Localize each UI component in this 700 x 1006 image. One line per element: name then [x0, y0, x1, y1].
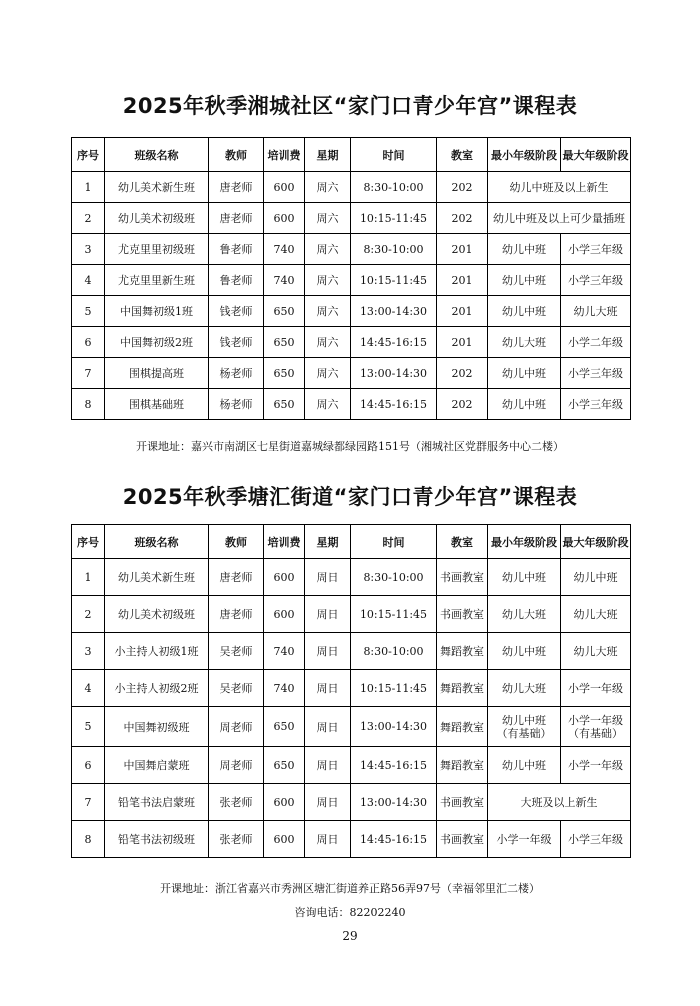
cell-max-grade: 小学三年级 — [561, 358, 631, 389]
cell-fee: 650 — [264, 358, 305, 389]
cell-class: 幼儿美术初级班 — [105, 203, 209, 234]
header-no: 序号 — [72, 525, 105, 559]
cell-max-grade: 幼儿大班 — [561, 596, 631, 633]
table-row — [72, 559, 631, 596]
min-grade-line1: 幼儿中班 — [502, 713, 546, 727]
cell-room: 舞蹈教室 — [437, 747, 488, 784]
cell-class: 中国舞启蒙班 — [105, 747, 209, 784]
cell-teacher: 吴老师 — [209, 633, 264, 670]
cell-day: 周六 — [305, 389, 351, 420]
cell-room: 202 — [437, 172, 488, 203]
cell-room: 书画教室 — [437, 821, 488, 858]
cell-no: 8 — [72, 389, 105, 420]
cell-max-grade: 小学三年级 — [561, 265, 631, 296]
cell-no: 4 — [72, 670, 105, 707]
cell-min-grade: 幼儿中班 — [488, 296, 561, 327]
cell-teacher: 张老师 — [209, 821, 264, 858]
table-row — [72, 784, 631, 821]
cell-teacher: 杨老师 — [209, 389, 264, 420]
cell-time: 13:00-14:30 — [351, 358, 437, 389]
header-min-grade: 最小年级阶段 — [488, 525, 561, 559]
cell-day: 周六 — [305, 265, 351, 296]
cell-no: 3 — [72, 633, 105, 670]
cell-time: 8:30-10:00 — [351, 633, 437, 670]
table-row — [72, 633, 631, 670]
cell-room: 舞蹈教室 — [437, 707, 488, 747]
header-class: 班级名称 — [105, 525, 209, 559]
cell-min-grade: 幼儿中班 — [488, 389, 561, 420]
header-time: 时间 — [351, 525, 437, 559]
cell-room: 书画教室 — [437, 559, 488, 596]
cell-day: 周日 — [305, 707, 351, 747]
cell-no: 2 — [72, 596, 105, 633]
header-room: 教室 — [437, 138, 488, 172]
table-row — [72, 203, 631, 234]
cell-min-grade: 小学一年级 — [488, 821, 561, 858]
schedule-title-xiangcheng: 2025年秋季湘城社区“家门口青少年宫”课程表 — [122, 94, 578, 118]
cell-teacher: 吴老师 — [209, 670, 264, 707]
cell-time: 10:15-11:45 — [351, 670, 437, 707]
header-class: 班级名称 — [105, 138, 209, 172]
cell-no: 1 — [72, 172, 105, 203]
cell-fee: 600 — [264, 203, 305, 234]
min-grade-line2: （有基础） — [496, 726, 552, 740]
address-tanghui: 开课地址：浙江省嘉兴市秀洲区塘汇街道养正路56弄97号（幸福邻里汇二楼） — [160, 882, 540, 895]
table-row — [72, 265, 631, 296]
cell-min-grade: 幼儿大班 — [488, 327, 561, 358]
cell-class: 小主持人初级1班 — [105, 633, 209, 670]
cell-no: 7 — [72, 784, 105, 821]
cell-day: 周六 — [305, 327, 351, 358]
cell-grade-merged: 大班及以上新生 — [488, 784, 631, 821]
table-row — [72, 707, 631, 747]
header-fee: 培训费 — [264, 525, 305, 559]
cell-min-grade — [488, 707, 561, 747]
schedule-table-tanghui — [71, 524, 631, 858]
cell-time: 10:15-11:45 — [351, 596, 437, 633]
cell-class: 铅笔书法初级班 — [105, 821, 209, 858]
cell-class: 幼儿美术新生班 — [105, 559, 209, 596]
cell-time: 14:45-16:15 — [351, 821, 437, 858]
cell-class: 尤克里里初级班 — [105, 234, 209, 265]
table-row — [72, 327, 631, 358]
cell-time: 14:45-16:15 — [351, 389, 437, 420]
cell-no: 8 — [72, 821, 105, 858]
cell-teacher: 杨老师 — [209, 358, 264, 389]
header-no: 序号 — [72, 138, 105, 172]
cell-min-grade: 幼儿中班 — [488, 633, 561, 670]
cell-fee: 740 — [264, 670, 305, 707]
cell-teacher: 钱老师 — [209, 296, 264, 327]
cell-fee: 650 — [264, 296, 305, 327]
cell-max-grade: 小学三年级 — [561, 389, 631, 420]
cell-min-grade: 幼儿大班 — [488, 596, 561, 633]
cell-teacher: 周老师 — [209, 747, 264, 784]
cell-fee: 600 — [264, 559, 305, 596]
cell-time: 13:00-14:30 — [351, 707, 437, 747]
cell-class: 中国舞初级班 — [105, 707, 209, 747]
header-day: 星期 — [305, 525, 351, 559]
header-day: 星期 — [305, 138, 351, 172]
cell-max-grade: 小学一年级 — [561, 747, 631, 784]
cell-room: 201 — [437, 296, 488, 327]
cell-max-grade: 小学二年级 — [561, 327, 631, 358]
cell-no: 1 — [72, 559, 105, 596]
table-header-row — [72, 138, 631, 172]
cell-no: 7 — [72, 358, 105, 389]
cell-max-grade: 幼儿大班 — [561, 296, 631, 327]
schedule-title-tanghui: 2025年秋季塘汇街道“家门口青少年宫”课程表 — [122, 485, 578, 509]
cell-fee: 650 — [264, 327, 305, 358]
cell-day: 周日 — [305, 784, 351, 821]
cell-day: 周六 — [305, 296, 351, 327]
table-row — [72, 670, 631, 707]
table-row — [72, 389, 631, 420]
header-max-grade: 最大年级阶段 — [561, 138, 631, 172]
page-number: 29 — [342, 929, 358, 943]
table-header-row — [72, 525, 631, 559]
table-row — [72, 234, 631, 265]
address-xiangcheng: 开课地址：嘉兴市南湖区七星街道嘉城绿都绿园路151号（湘城社区党群服务中心二楼） — [136, 440, 564, 453]
cell-no: 3 — [72, 234, 105, 265]
cell-room: 书画教室 — [437, 596, 488, 633]
cell-room: 书画教室 — [437, 784, 488, 821]
table-row — [72, 358, 631, 389]
cell-time: 13:00-14:30 — [351, 296, 437, 327]
cell-day: 周日 — [305, 559, 351, 596]
table-row — [72, 821, 631, 858]
cell-teacher: 唐老师 — [209, 203, 264, 234]
cell-max-grade — [561, 707, 631, 747]
cell-teacher: 唐老师 — [209, 559, 264, 596]
cell-time: 14:45-16:15 — [351, 747, 437, 784]
cell-time: 8:30-10:00 — [351, 559, 437, 596]
cell-teacher: 周老师 — [209, 707, 264, 747]
cell-grade-merged: 幼儿中班及以上新生 — [488, 172, 631, 203]
cell-room: 202 — [437, 389, 488, 420]
cell-room: 201 — [437, 327, 488, 358]
cell-no: 6 — [72, 327, 105, 358]
cell-day: 周日 — [305, 670, 351, 707]
cell-day: 周六 — [305, 234, 351, 265]
cell-fee: 600 — [264, 784, 305, 821]
cell-max-grade: 幼儿大班 — [561, 633, 631, 670]
cell-class: 围棋基础班 — [105, 389, 209, 420]
cell-no: 4 — [72, 265, 105, 296]
cell-day: 周日 — [305, 747, 351, 784]
max-grade-line2: （有基础） — [568, 726, 623, 740]
cell-min-grade: 幼儿中班 — [488, 358, 561, 389]
header-teacher: 教师 — [209, 525, 264, 559]
cell-teacher: 钱老师 — [209, 327, 264, 358]
cell-time: 8:30-10:00 — [351, 234, 437, 265]
cell-teacher: 鲁老师 — [209, 265, 264, 296]
cell-min-grade: 幼儿中班 — [488, 265, 561, 296]
cell-time: 10:15-11:45 — [351, 203, 437, 234]
cell-max-grade: 小学三年级 — [561, 821, 631, 858]
cell-fee: 600 — [264, 821, 305, 858]
cell-grade-merged: 幼儿中班及以上可少量插班 — [488, 203, 631, 234]
table-row — [72, 747, 631, 784]
cell-max-grade: 小学一年级 — [561, 670, 631, 707]
cell-day: 周日 — [305, 821, 351, 858]
cell-fee: 600 — [264, 172, 305, 203]
cell-no: 5 — [72, 707, 105, 747]
cell-day: 周六 — [305, 358, 351, 389]
max-grade-line1: 小学一年级 — [568, 713, 623, 727]
cell-time: 14:45-16:15 — [351, 327, 437, 358]
cell-class: 中国舞初级1班 — [105, 296, 209, 327]
header-time: 时间 — [351, 138, 437, 172]
cell-class: 中国舞初级2班 — [105, 327, 209, 358]
cell-min-grade: 幼儿中班 — [488, 747, 561, 784]
schedule-table-xiangcheng — [71, 137, 631, 420]
cell-teacher: 张老师 — [209, 784, 264, 821]
cell-min-grade: 幼儿大班 — [488, 670, 561, 707]
cell-teacher: 唐老师 — [209, 596, 264, 633]
cell-class: 小主持人初级2班 — [105, 670, 209, 707]
table-row — [72, 172, 631, 203]
cell-no: 6 — [72, 747, 105, 784]
consult-phone: 咨询电话：82202240 — [294, 906, 406, 919]
cell-room: 201 — [437, 265, 488, 296]
cell-day: 周六 — [305, 203, 351, 234]
cell-day: 周日 — [305, 633, 351, 670]
cell-teacher: 鲁老师 — [209, 234, 264, 265]
cell-time: 13:00-14:30 — [351, 784, 437, 821]
header-min-grade: 最小年级阶段 — [488, 138, 561, 172]
cell-room: 202 — [437, 358, 488, 389]
cell-time: 8:30-10:00 — [351, 172, 437, 203]
cell-fee: 650 — [264, 389, 305, 420]
cell-class: 铅笔书法启蒙班 — [105, 784, 209, 821]
table-row — [72, 296, 631, 327]
header-fee: 培训费 — [264, 138, 305, 172]
cell-min-grade: 幼儿中班 — [488, 559, 561, 596]
cell-max-grade: 小学三年级 — [561, 234, 631, 265]
header-teacher: 教师 — [209, 138, 264, 172]
header-room: 教室 — [437, 525, 488, 559]
cell-room: 舞蹈教室 — [437, 633, 488, 670]
cell-fee: 740 — [264, 234, 305, 265]
cell-class: 幼儿美术初级班 — [105, 596, 209, 633]
cell-fee: 740 — [264, 265, 305, 296]
cell-min-grade: 幼儿中班 — [488, 234, 561, 265]
cell-day: 周六 — [305, 172, 351, 203]
header-max-grade: 最大年级阶段 — [561, 525, 631, 559]
cell-teacher: 唐老师 — [209, 172, 264, 203]
cell-no: 2 — [72, 203, 105, 234]
cell-max-grade: 幼儿中班 — [561, 559, 631, 596]
cell-fee: 650 — [264, 707, 305, 747]
cell-room: 201 — [437, 234, 488, 265]
cell-day: 周日 — [305, 596, 351, 633]
cell-fee: 600 — [264, 596, 305, 633]
cell-fee: 740 — [264, 633, 305, 670]
cell-class: 围棋提高班 — [105, 358, 209, 389]
cell-fee: 650 — [264, 747, 305, 784]
cell-no: 5 — [72, 296, 105, 327]
cell-room: 舞蹈教室 — [437, 670, 488, 707]
cell-room: 202 — [437, 203, 488, 234]
cell-time: 10:15-11:45 — [351, 265, 437, 296]
table-row — [72, 596, 631, 633]
cell-class: 幼儿美术新生班 — [105, 172, 209, 203]
cell-class: 尤克里里新生班 — [105, 265, 209, 296]
